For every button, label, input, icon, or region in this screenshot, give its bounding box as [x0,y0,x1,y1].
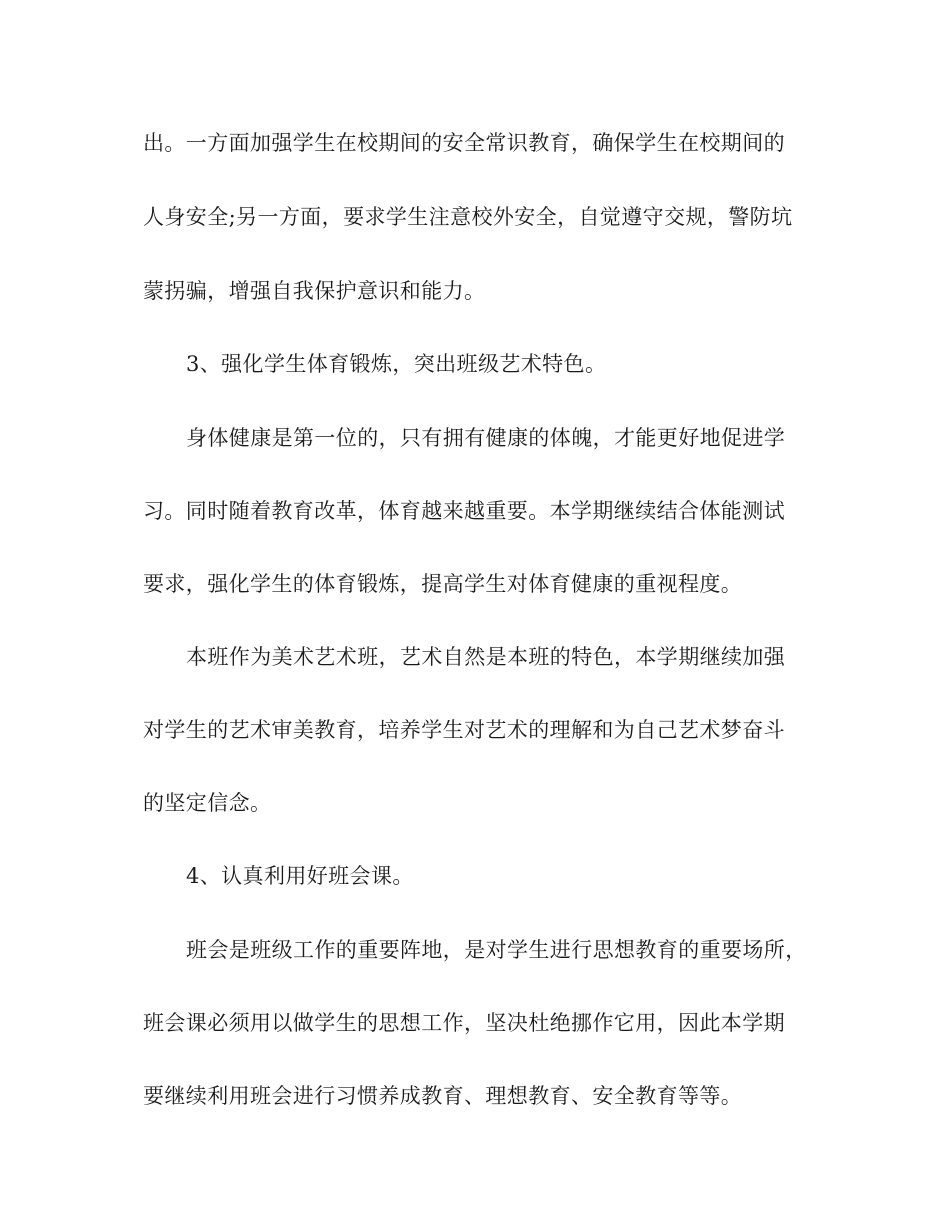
paragraph-line: 班会是班级工作的重要阵地，是对学生进行思想教育的重要场所， [186,938,807,962]
section-heading: 4、认真利用好班会课。 [186,864,414,888]
paragraph-line: 要求，强化学生的体育锻炼，提高学生对体育健康的重视程度。 [143,572,743,596]
paragraph-line: 要继续利用班会进行习惯养成教育、理想教育、安全教育等等。 [143,1084,743,1108]
paragraph-line: 蒙拐骗，增强自我保护意识和能力。 [143,279,486,303]
paragraph-line: 本班作为美术艺术班，艺术自然是本班的特色，本学期继续加强 [186,645,786,669]
paragraph-line: 身体健康是第一位的，只有拥有健康的体魄，才能更好地促进学 [186,426,786,450]
paragraph-line: 对学生的艺术审美教育，培养学生对艺术的理解和为自己艺术梦奋斗 [143,718,785,742]
paragraph-line: 习。同时随着教育改革，体育越来越重要。本学期继续结合体能测试 [143,499,785,523]
paragraph-line: 出。一方面加强学生在校期间的安全常识教育，确保学生在校期间的 [143,131,785,155]
section-heading: 3、强化学生体育锻炼，突出班级艺术特色。 [186,352,607,376]
paragraph-line: 班会课必须用以做学生的思想工作，坚决杜绝挪作它用，因此本学期 [143,1011,785,1035]
paragraph-line: 人身安全;另一方面，要求学生注意校外安全，自觉遵守交规，警防坑 [143,205,793,229]
paragraph-line: 的坚定信念。 [143,791,272,815]
